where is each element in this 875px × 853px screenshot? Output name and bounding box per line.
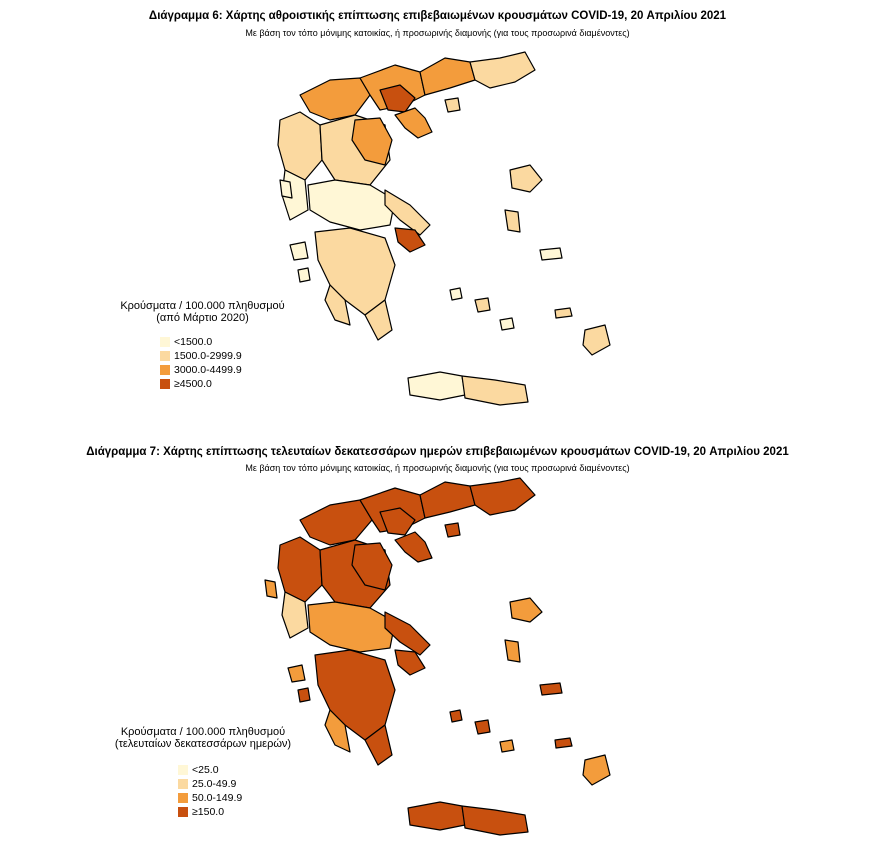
map1-region-zakynthos <box>298 268 310 282</box>
map1-legend-item-2 <box>160 350 242 362</box>
map1-legend-title <box>110 300 295 324</box>
map2-region-lesvos <box>510 598 542 622</box>
map2-legend-swatch-1 <box>178 765 188 775</box>
map1-region-rhodes <box>583 325 610 355</box>
map1-region-west-macedonia <box>300 78 370 120</box>
map2-region-chios <box>505 640 520 662</box>
map1-legend-swatch-3 <box>160 365 170 375</box>
map1-legend-item-4 <box>160 378 212 390</box>
map1-region-thrace <box>470 52 535 88</box>
map2-legend-title-line1: Κρούσματα / 100.000 πληθυσμού <box>120 726 286 738</box>
map1-region-samos <box>540 248 562 260</box>
map2-region-central-greece <box>308 602 395 652</box>
map1-legend-swatch-2 <box>160 351 170 361</box>
map1-region-cyclades-2 <box>475 298 490 312</box>
map2-legend-swatch-2 <box>178 779 188 789</box>
map2-region-chalkidiki <box>395 532 432 562</box>
map2-region-samos <box>540 683 562 695</box>
map1-region-lesvos <box>510 165 542 192</box>
map1-region-central-greece <box>308 180 395 230</box>
map2-legend-item-4 <box>178 806 224 818</box>
map2-region-zakynthos <box>298 688 310 702</box>
map2-legend-swatch-4 <box>178 807 188 817</box>
map1-region-chios <box>505 210 520 232</box>
map2-legend-label-4: ≥150.0 <box>192 806 225 818</box>
map2-region-thrace <box>470 478 535 515</box>
map2-legend-item-2 <box>178 778 236 790</box>
map1-region-kefalonia <box>290 242 308 260</box>
map1-legend-title-line2: (από Μάρτιο 2020) <box>156 312 249 324</box>
map2-greece-map <box>0 430 875 853</box>
map1-region-kos <box>555 308 572 318</box>
map1-region-east-macedonia <box>420 58 475 95</box>
map1-title: Διάγραμμα 6: Χάρτης αθροιστικής επίπτωσης επιβεβαιωμένων κρουσμάτων COVID-19, 20 Απριλίου 2021 <box>148 10 727 22</box>
map2-region-rhodes <box>583 755 610 785</box>
map2-region-kefalonia <box>288 665 305 682</box>
map2-subtitle: Με βάση τον τόπο μόνιμης κατοικίας, ή προσωρινής διαμονής (για τους προσωρινά διαμένοντες) <box>245 463 630 473</box>
map1-legend-title-line1: Κρούσματα / 100.000 πληθυσμού <box>120 300 285 312</box>
map1-legend-item-1 <box>160 336 212 348</box>
map2-region-cyclades-1 <box>450 710 462 722</box>
map2-legend-label-1: <25.0 <box>192 764 219 776</box>
map2-region-east-macedonia <box>420 482 475 518</box>
map2-region-west-macedonia <box>300 500 372 545</box>
map2-legend-title <box>98 726 308 750</box>
map2-legend-item-1 <box>178 764 219 776</box>
map1-subtitle: Με βάση τον τόπο μόνιμης κατοικίας, ή προσωρινής διαμονής (για τους προσωρινά διαμένοντες) <box>245 28 630 38</box>
map2-region-crete-west <box>408 802 465 830</box>
map2-region-corfu <box>265 580 277 598</box>
map1-region-cyclades-1 <box>450 288 462 300</box>
map2-region-thasos <box>445 523 460 537</box>
map2-region-cyclades-2 <box>475 720 490 734</box>
map1-legend-label-3: 3000.0-4499.9 <box>174 364 242 376</box>
map1-legend-label-2: 1500.0-2999.9 <box>174 350 242 362</box>
map1-region-evia <box>385 190 430 235</box>
map2-legend-title-line2: (τελευταίων δεκατεσσάρων ημερών) <box>114 738 292 750</box>
map2-region-crete-east <box>462 806 528 835</box>
map1-region-corfu <box>280 180 292 198</box>
map1-legend-swatch-4 <box>160 379 170 389</box>
map2-legend-label-3: 50.0-149.9 <box>192 792 243 804</box>
map1-legend-label-1: <1500.0 <box>174 336 213 348</box>
map1-region-crete-east <box>462 376 528 405</box>
map2-region-cyclades-3 <box>500 740 514 752</box>
map1-legend-swatch-1 <box>160 337 170 347</box>
map2-legend-swatch-3 <box>178 793 188 803</box>
map2-title: Διάγραμμα 7: Χάρτης επίπτωσης τελευταίων δεκατεσσάρων ημερών επιβεβαιωμένων κρουσμάτων COVID-19, 20 Απριλίου 2021 <box>86 446 789 458</box>
map1-region-thasos <box>445 98 460 112</box>
map1-legend-label-4: ≥4500.0 <box>174 378 212 390</box>
map1-region-crete-west <box>408 372 465 400</box>
map2-legend-item-3 <box>178 792 242 804</box>
map2-region-evia <box>385 612 430 655</box>
map1-region-chalkidiki <box>395 108 432 138</box>
map1-region-cyclades-3 <box>500 318 514 330</box>
map2-region-kos <box>555 738 572 748</box>
map2-legend-label-2: 25.0-49.9 <box>192 778 237 790</box>
map1-legend-item-3 <box>160 364 242 376</box>
